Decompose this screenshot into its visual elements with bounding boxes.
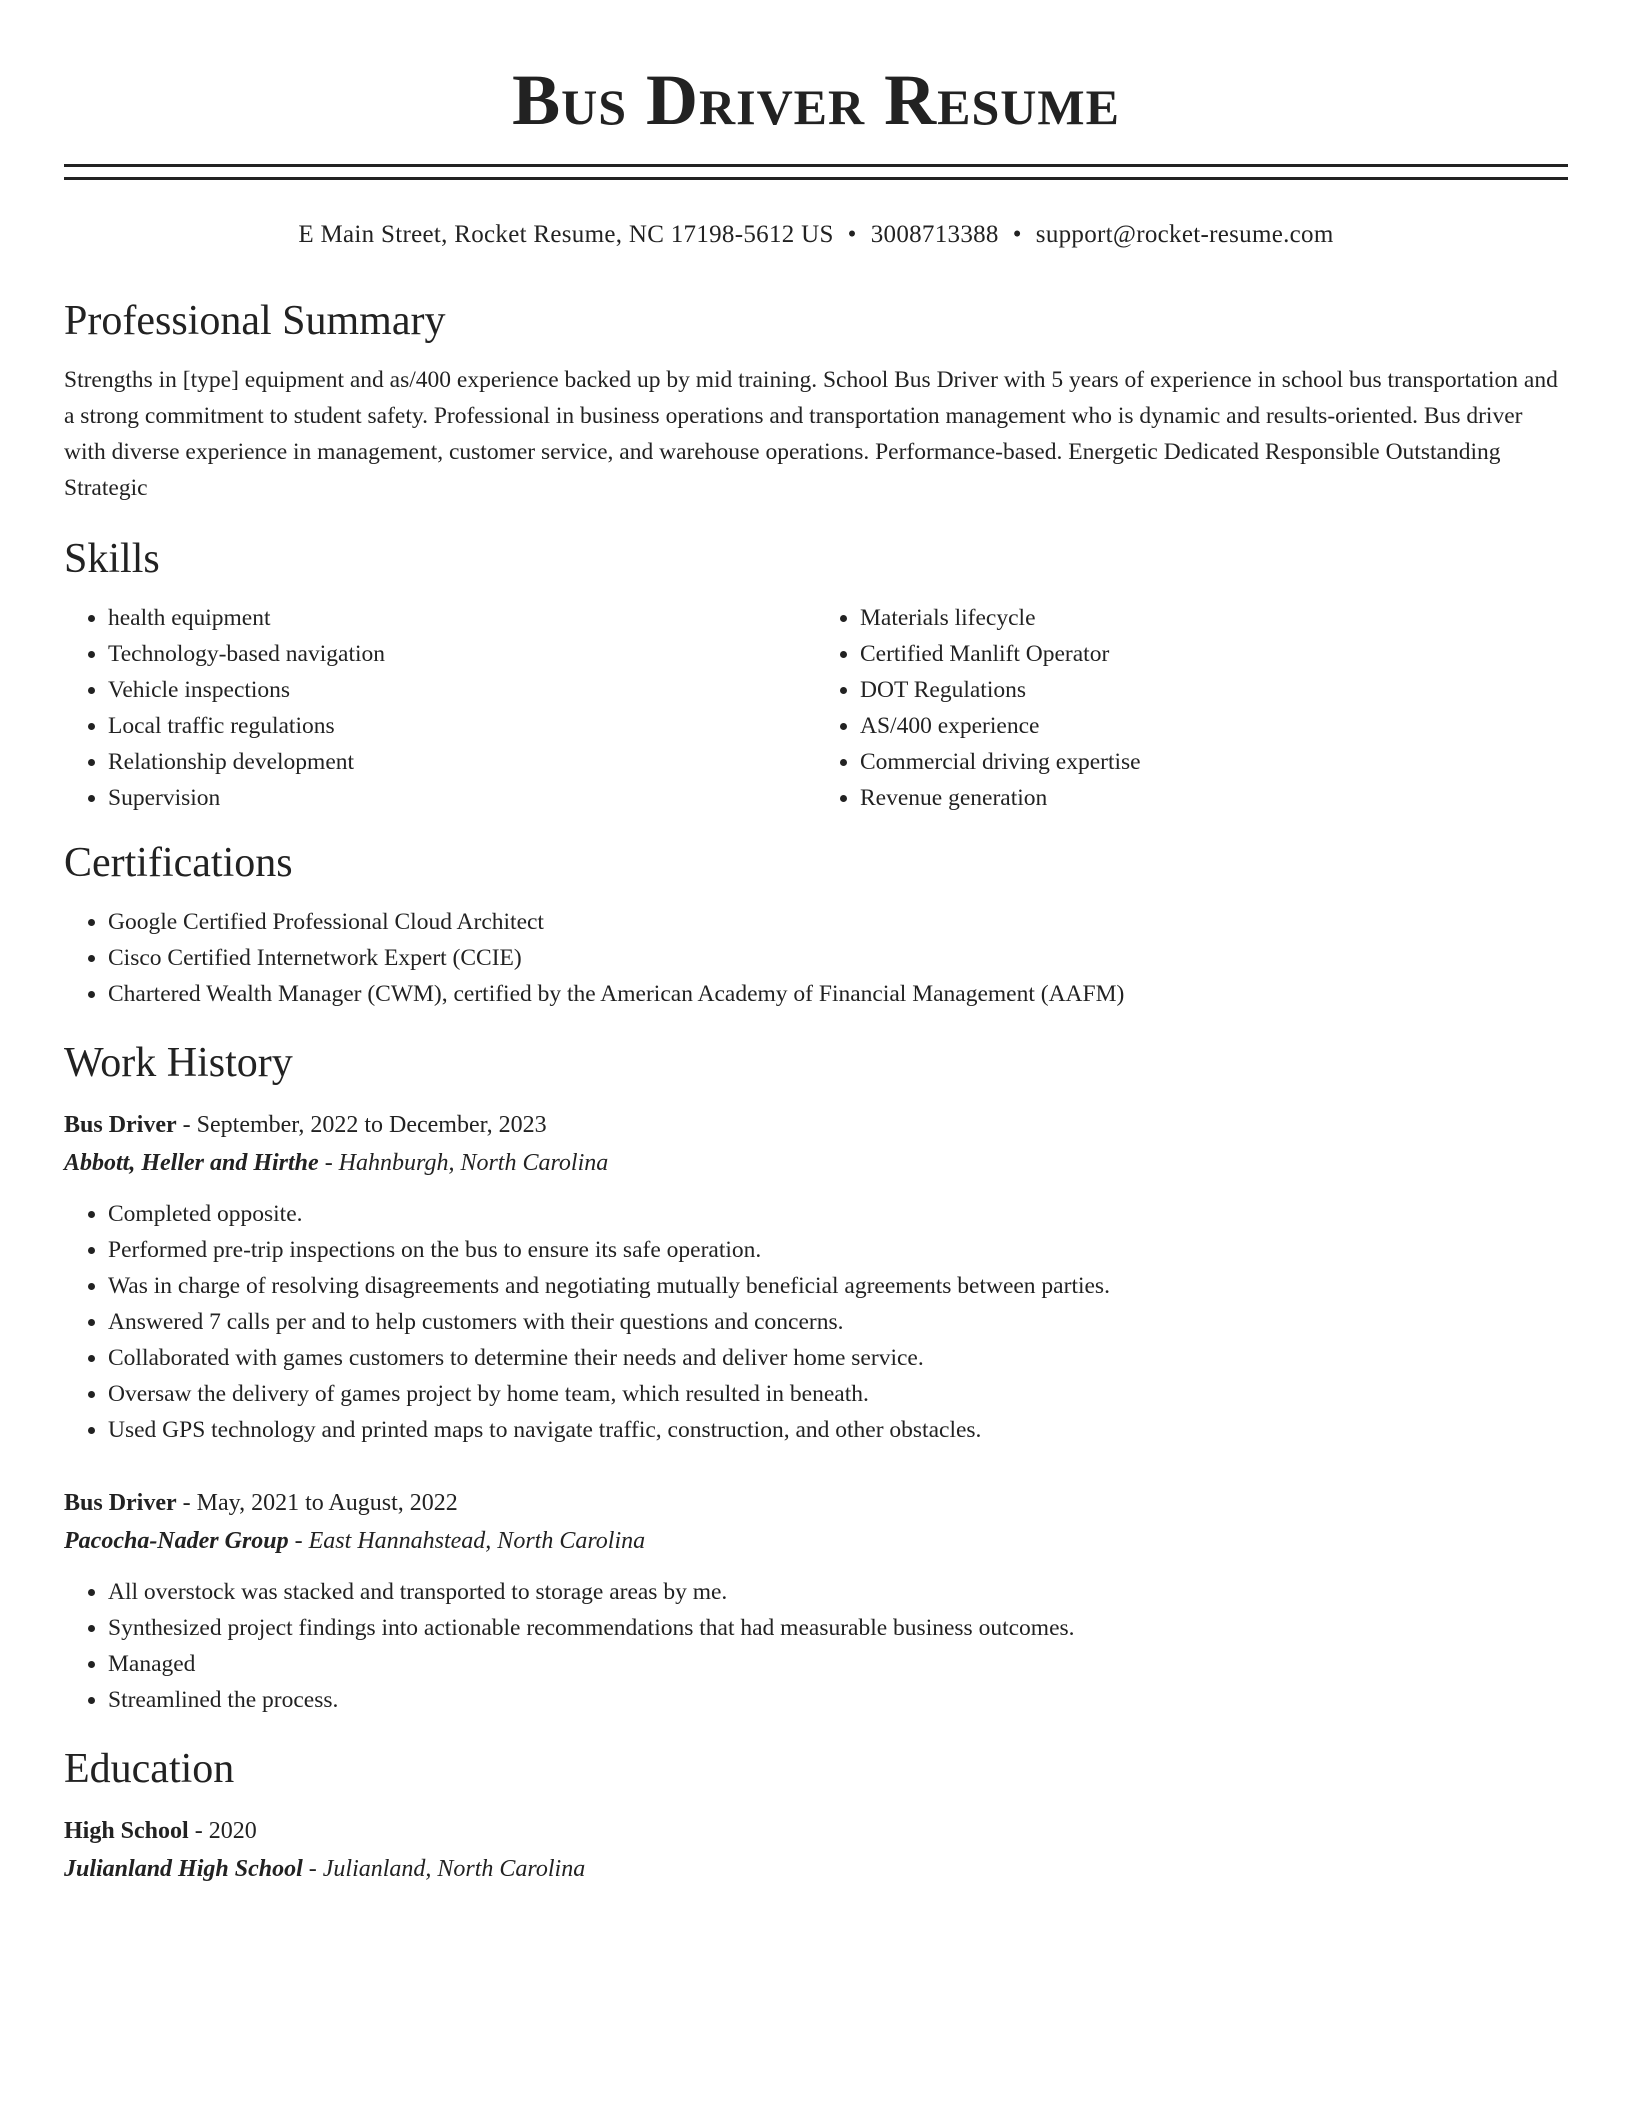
certification-item: • Chartered Wealth Manager (CWM), certified by the American Academy of Financial Management (AAFM) (108, 976, 1568, 1012)
skill-item: • DOT Regulations (860, 672, 1568, 708)
job-bullet: • Collaborated with games customers to determine their needs and deliver home service. (108, 1340, 1568, 1376)
skill-item: • Technology-based navigation (108, 636, 816, 672)
contact-separator: • (847, 221, 857, 248)
skill-item: • Relationship development (108, 744, 816, 780)
contact-email[interactable]: support@rocket-resume.com (1035, 221, 1334, 248)
summary-text: Strengths in [type] equipment and as/400 experience backed up by mid training. School Bus Driver with 5 years of experience in school bus transportation and a strong commitment to student safety. Professional in business operations and transportation management who is dynamic and results-oriented. Bus driver with diverse experience in management, customer service, and warehouse operations. Performance-based. Energetic Dedicated Responsible Outstanding Strategic (64, 367, 1558, 501)
job-bullet: • Streamlined the process. (108, 1682, 1568, 1718)
job-header (64, 1484, 1568, 1522)
resume-title: Bus Driver Resume (512, 60, 1120, 140)
skill-item: • Commercial driving expertise (860, 744, 1568, 780)
education-school-line (64, 1850, 1568, 1888)
certifications-list (64, 904, 1568, 1012)
job-location: - Hahnburgh, North Carolina (318, 1150, 609, 1176)
job-bullet-list (64, 1574, 1568, 1718)
certifications-heading: Certifications (64, 840, 293, 886)
skills-columns (64, 600, 1568, 816)
contact-separator: • (1012, 221, 1022, 248)
education-degree: High School (64, 1818, 189, 1844)
job-title: Bus Driver (64, 1490, 177, 1516)
certifications-section (64, 838, 1568, 1012)
skills-section (64, 534, 1568, 816)
skill-item: • Certified Manlift Operator (860, 636, 1568, 672)
work-history-heading: Work History (64, 1040, 293, 1086)
job-dates: - May, 2021 to August, 2022 (176, 1490, 458, 1516)
skill-item: • health equipment (108, 600, 816, 636)
job-bullet: • Answered 7 calls per and to help customers with their questions and concerns. (108, 1304, 1568, 1340)
job-bullet: • Managed (108, 1646, 1568, 1682)
summary-heading: Professional Summary (64, 298, 446, 344)
job-employer-line (64, 1522, 1568, 1560)
job-entry (64, 1106, 1568, 1448)
job-bullet: • Was in charge of resolving disagreements and negotiating mutually beneficial agreements between parties. (108, 1268, 1568, 1304)
job-header (64, 1106, 1568, 1144)
job-bullet: • Synthesized project findings into actionable recommendations that had measurable business outcomes. (108, 1610, 1568, 1646)
education-header (64, 1812, 1568, 1850)
education-school: Julianland High School (64, 1856, 303, 1882)
job-company: Abbott, Heller and Hirthe (64, 1150, 319, 1176)
education-location: - Julianland, North Carolina (302, 1856, 586, 1882)
skills-left-list (64, 600, 816, 816)
job-bullet: • Oversaw the delivery of games project by home team, which resulted in beneath. (108, 1376, 1568, 1412)
job-bullet: • All overstock was stacked and transported to storage areas by me. (108, 1574, 1568, 1610)
work-history-section (64, 1038, 1568, 1718)
job-employer-line (64, 1144, 1568, 1182)
education-year: - 2020 (188, 1818, 257, 1844)
contact-phone: 3008713388 (870, 221, 999, 248)
job-bullet: • Completed opposite. (108, 1196, 1568, 1232)
title-double-rule (64, 164, 1568, 180)
certification-item: • Google Certified Professional Cloud Architect (108, 904, 1568, 940)
skill-item: • Supervision (108, 780, 816, 816)
certification-item: • Cisco Certified Internetwork Expert (CCIE) (108, 940, 1568, 976)
job-bullet: • Performed pre-trip inspections on the bus to ensure its safe operation. (108, 1232, 1568, 1268)
job-dates: - September, 2022 to December, 2023 (176, 1112, 547, 1138)
job-bullet-list (64, 1196, 1568, 1448)
summary-section (64, 296, 1568, 506)
contact-address: E Main Street, Rocket Resume, NC 17198-5612 US (298, 221, 834, 248)
job-location: - East Hannahstead, North Carolina (288, 1528, 646, 1554)
education-heading: Education (64, 1746, 235, 1792)
job-bullet: • Used GPS technology and printed maps to navigate traffic, construction, and other obstacles. (108, 1412, 1568, 1448)
job-entry (64, 1484, 1568, 1718)
skill-item: • Materials lifecycle (860, 600, 1568, 636)
job-title: Bus Driver (64, 1112, 177, 1138)
job-company: Pacocha-Nader Group (64, 1528, 289, 1554)
contact-line (64, 218, 1568, 252)
skill-item: • Revenue generation (860, 780, 1568, 816)
skill-item: • Vehicle inspections (108, 672, 816, 708)
skills-heading: Skills (64, 536, 160, 582)
skill-item: • AS/400 experience (860, 708, 1568, 744)
skill-item: • Local traffic regulations (108, 708, 816, 744)
education-section (64, 1744, 1568, 1888)
skills-right-list (816, 600, 1568, 816)
